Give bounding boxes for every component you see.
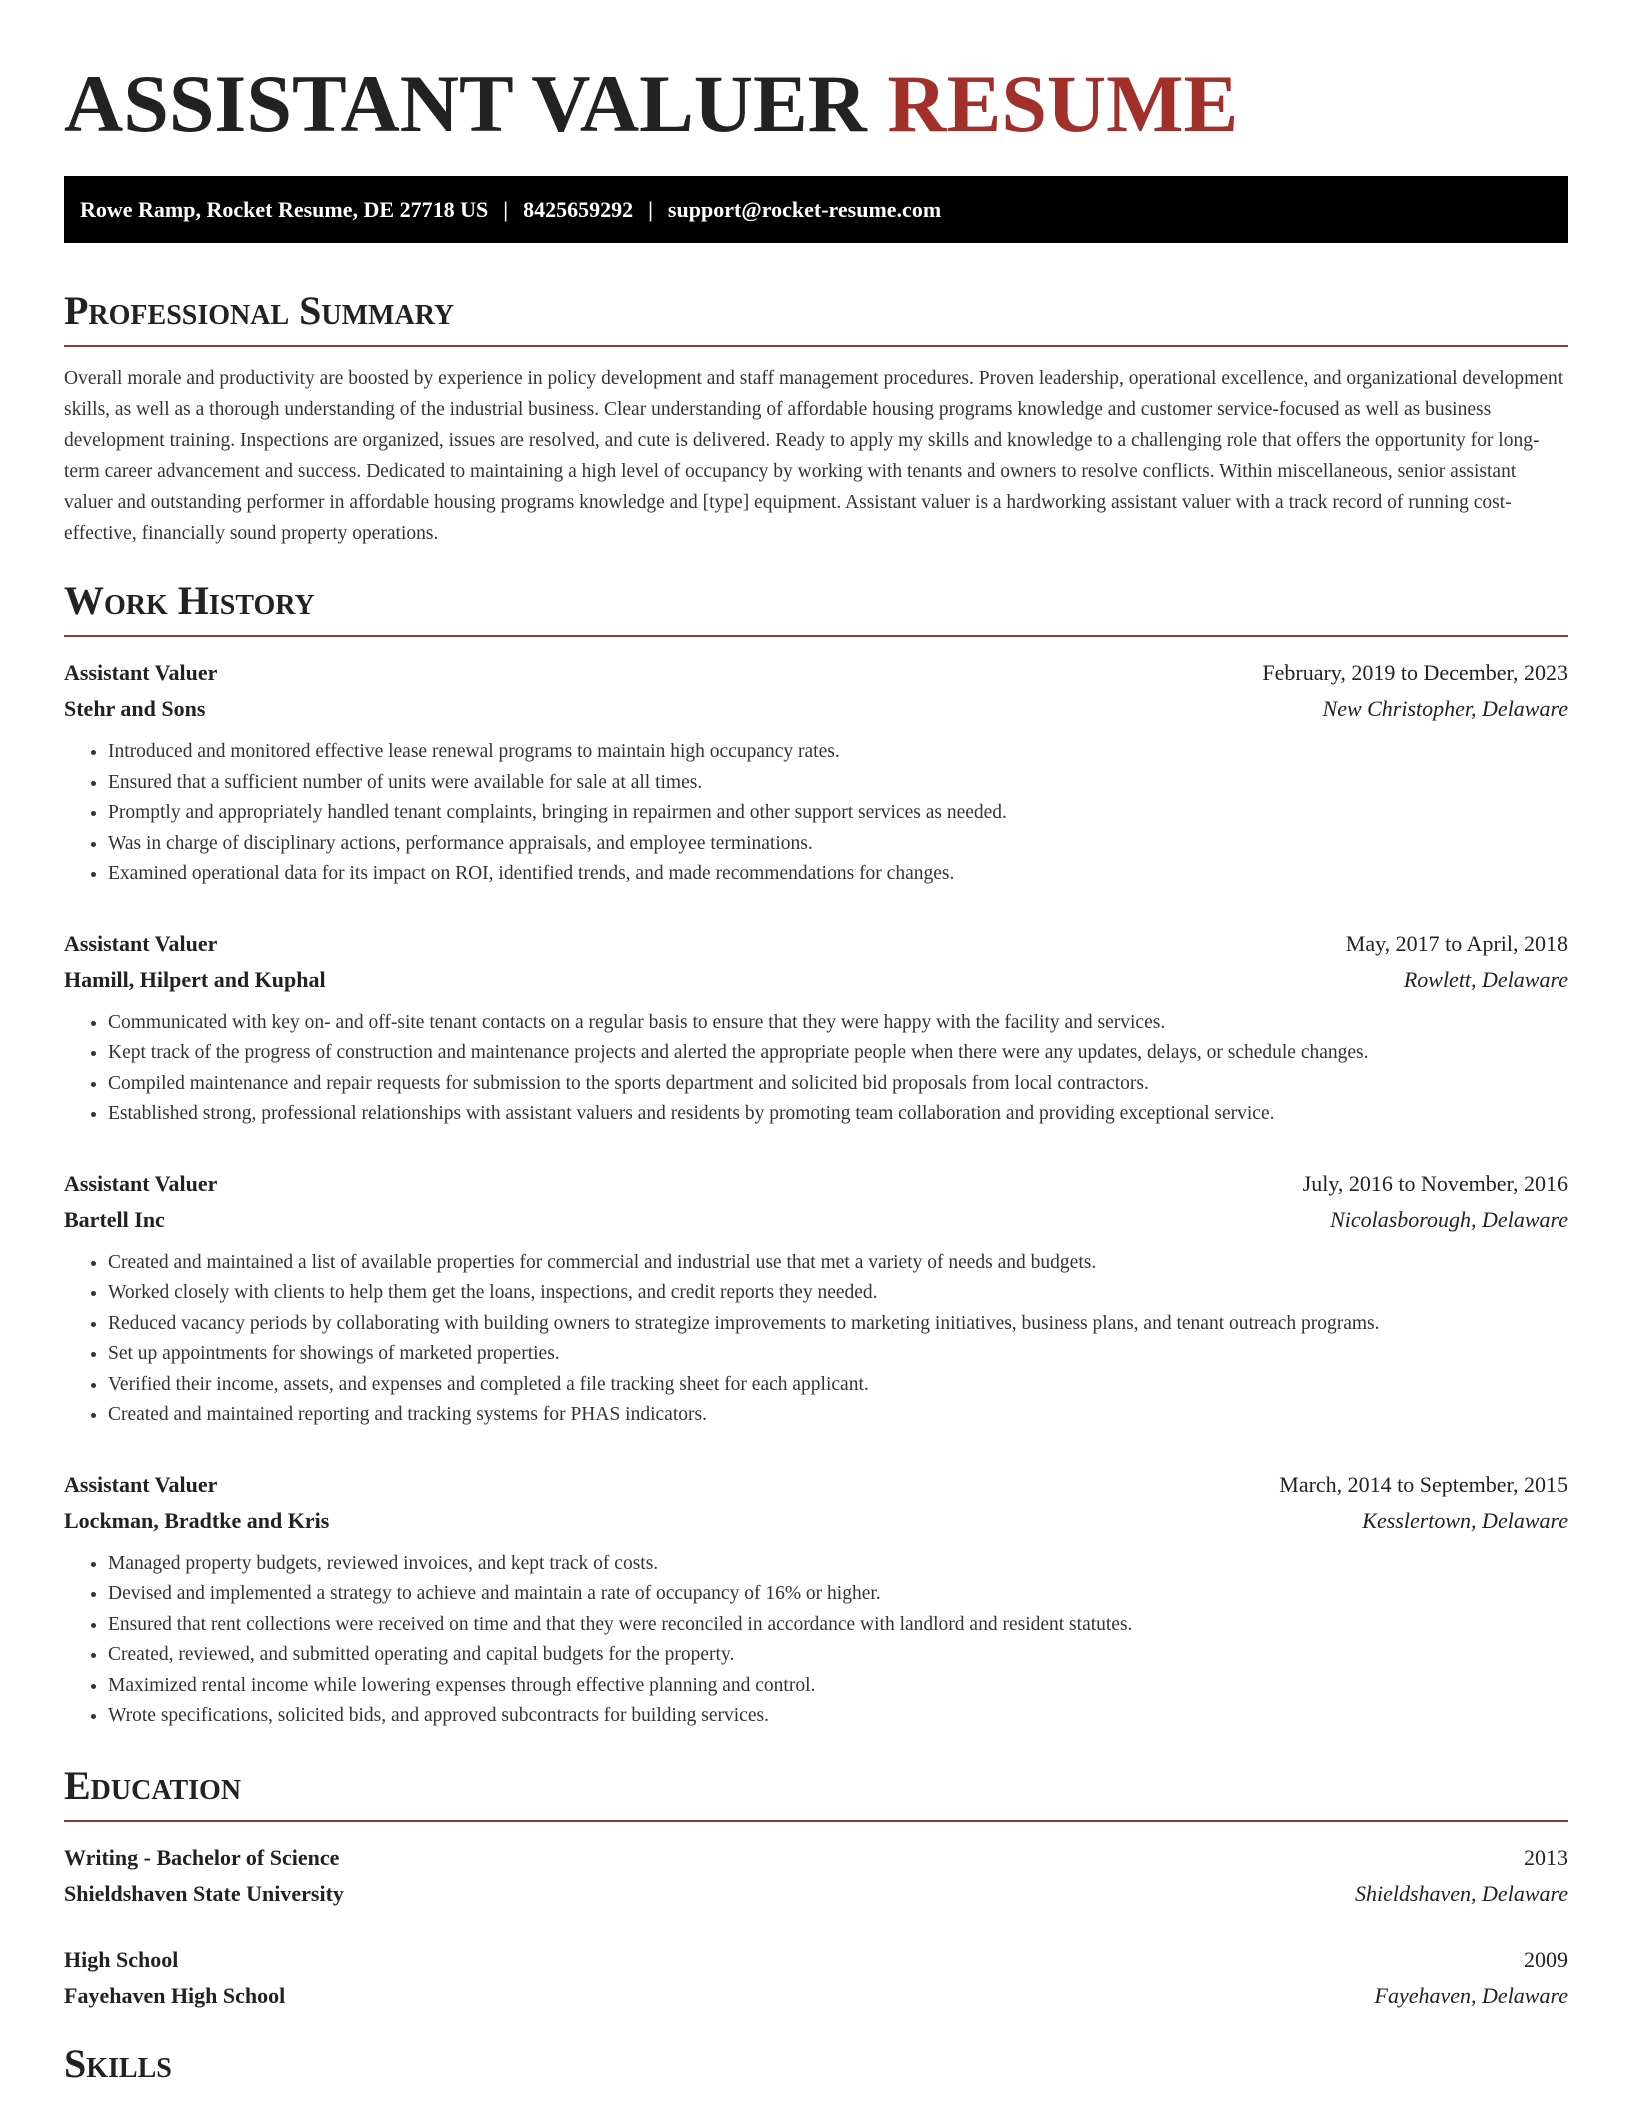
job-company-row bbox=[64, 962, 1568, 998]
professional-summary-heading: Professional Summary bbox=[64, 287, 1568, 347]
resume-title-main: ASSISTANT VALUER bbox=[64, 58, 867, 149]
job-dates: July, 2016 to November, 2016 bbox=[1302, 1170, 1568, 1196]
work-history-list bbox=[64, 655, 1568, 1732]
job-bullet: • Introduced and monitored effective lease renewal programs to maintain high occupancy rates. bbox=[108, 737, 1568, 768]
education-location: Shieldshaven, Delaware bbox=[1354, 1880, 1568, 1906]
job-bullets bbox=[64, 1008, 1568, 1130]
job-company: Hamill, Hilpert and Kuphal bbox=[64, 966, 326, 992]
job-company: Lockman, Bradtke and Kris bbox=[64, 1507, 330, 1533]
job-bullet: • Ensured that rent collections were received on time and that they were reconciled in accordance with landlord and resident statutes. bbox=[108, 1610, 1568, 1641]
job-bullet: • Compiled maintenance and repair requests for submission to the sports department and solicited bid proposals from local contractors. bbox=[108, 1069, 1568, 1100]
contact-separator: | bbox=[648, 196, 653, 222]
contact-bar bbox=[64, 176, 1568, 243]
job-bullets bbox=[64, 1248, 1568, 1431]
job-bullet: • Wrote specifications, solicited bids, and approved subcontracts for building services. bbox=[108, 1701, 1568, 1732]
skills-heading: Skills bbox=[64, 2040, 172, 2086]
job-location: Rowlett, Delaware bbox=[1403, 966, 1568, 992]
job-location: Nicolasborough, Delaware bbox=[1330, 1206, 1568, 1232]
job-dates: March, 2014 to September, 2015 bbox=[1279, 1471, 1568, 1497]
job-bullet: • Devised and implemented a strategy to achieve and maintain a rate of occupancy of 16% or higher. bbox=[108, 1579, 1568, 1610]
resume-title bbox=[64, 0, 1568, 152]
job-entry bbox=[64, 655, 1568, 890]
education-entry bbox=[64, 1840, 1568, 1912]
job-header-row bbox=[64, 655, 1568, 691]
job-header-row bbox=[64, 1166, 1568, 1202]
job-role: Assistant Valuer bbox=[64, 1471, 218, 1497]
education-year: 2009 bbox=[1524, 1946, 1568, 1972]
job-dates: May, 2017 to April, 2018 bbox=[1345, 930, 1568, 956]
job-bullet: • Ensured that a sufficient number of units were available for sale at all times. bbox=[108, 768, 1568, 799]
contact-separator: | bbox=[503, 196, 509, 222]
job-bullet: • Set up appointments for showings of marketed properties. bbox=[108, 1339, 1568, 1370]
education-heading: Education bbox=[64, 1762, 1568, 1822]
job-company-row bbox=[64, 1503, 1568, 1539]
job-bullet: • Created and maintained a list of available properties for commercial and industrial use that met a variety of needs and budgets. bbox=[108, 1248, 1568, 1279]
job-company-row bbox=[64, 1202, 1568, 1238]
job-entry bbox=[64, 926, 1568, 1130]
job-role: Assistant Valuer bbox=[64, 660, 218, 685]
education-entry bbox=[64, 1942, 1568, 2014]
education-degree-row bbox=[64, 1840, 1568, 1876]
job-bullets bbox=[64, 737, 1568, 890]
resume-page bbox=[64, 0, 1568, 2098]
job-bullet: • Examined operational data for its impact on ROI, identified trends, and made recommendations for changes. bbox=[108, 859, 1568, 890]
job-bullet: • Established strong, professional relationships with assistant valuers and residents by promoting team collaboration and providing exceptional service. bbox=[108, 1099, 1568, 1130]
job-dates: February, 2019 to December, 2023 bbox=[1262, 660, 1568, 685]
job-bullet: • Kept track of the progress of construction and maintenance projects and alerted the appropriate people when there were any updates, delays, or schedule changes. bbox=[108, 1038, 1568, 1069]
job-bullet: • Worked closely with clients to help them get the loans, inspections, and credit reports they needed. bbox=[108, 1278, 1568, 1309]
education-degree: Writing - Bachelor of Science bbox=[64, 1844, 340, 1870]
education-degree: High School bbox=[64, 1946, 179, 1972]
job-entry bbox=[64, 1467, 1568, 1732]
work-history-heading: Work History bbox=[64, 577, 1568, 637]
education-location: Fayehaven, Delaware bbox=[1374, 1982, 1568, 2008]
job-bullets bbox=[64, 1549, 1568, 1732]
resume-title-accent: RESUME bbox=[887, 58, 1239, 149]
job-header-row bbox=[64, 1467, 1568, 1503]
job-bullet: • Maximized rental income while lowering expenses through effective planning and control. bbox=[108, 1671, 1568, 1702]
job-company-row bbox=[64, 691, 1568, 727]
job-bullet: • Created, reviewed, and submitted operating and capital budgets for the property. bbox=[108, 1640, 1568, 1671]
job-location: Kesslertown, Delaware bbox=[1362, 1507, 1568, 1533]
job-bullet: • Managed property budgets, reviewed invoices, and kept track of costs. bbox=[108, 1549, 1568, 1580]
contact-address: Rowe Ramp, Rocket Resume, DE 27718 US bbox=[80, 196, 489, 222]
job-company: Bartell Inc bbox=[64, 1206, 165, 1232]
job-company: Stehr and Sons bbox=[64, 696, 206, 721]
education-school: Shieldshaven State University bbox=[64, 1880, 344, 1906]
education-school: Fayehaven High School bbox=[64, 1982, 286, 2008]
job-bullet: • Was in charge of disciplinary actions, performance appraisals, and employee terminations. bbox=[108, 829, 1568, 860]
job-bullet: • Communicated with key on- and off-site tenant contacts on a regular basis to ensure that they were happy with the facility and services. bbox=[108, 1008, 1568, 1039]
job-bullet: • Created and maintained reporting and tracking systems for PHAS indicators. bbox=[108, 1400, 1568, 1431]
job-role: Assistant Valuer bbox=[64, 930, 218, 956]
contact-email: support@rocket-resume.com bbox=[667, 196, 942, 222]
job-header-row bbox=[64, 926, 1568, 962]
job-bullet: • Promptly and appropriately handled tenant complaints, bringing in repairmen and other support services as needed. bbox=[108, 798, 1568, 829]
education-school-row bbox=[64, 1978, 1568, 2014]
job-entry bbox=[64, 1166, 1568, 1431]
education-school-row bbox=[64, 1876, 1568, 1912]
job-bullet: • Verified their income, assets, and expenses and completed a file tracking sheet for each applicant. bbox=[108, 1370, 1568, 1401]
job-role: Assistant Valuer bbox=[64, 1170, 218, 1196]
contact-phone: 8425659292 bbox=[523, 196, 634, 222]
education-year: 2013 bbox=[1524, 1844, 1568, 1870]
job-bullet: • Reduced vacancy periods by collaborating with building owners to strategize improvements to marketing initiatives, business plans, and tenant outreach programs. bbox=[108, 1309, 1568, 1340]
education-degree-row bbox=[64, 1942, 1568, 1978]
professional-summary-text: Overall morale and productivity are boosted by experience in policy development and staff management procedures. Proven leadership, operational excellence, and organizational development skills, as well as a thorough understanding of the industrial business. Clear understanding of affordable housing programs knowledge and customer service-focused as well as business development training. Inspections are organized, issues are resolved, and cute is delivered. Ready to apply my skills and knowledge to a challenging role that offers the opportunity for long-term career advancement and success. Dedicated to maintaining a high level of occupancy by working with tenants and owners to resolve conflicts. Within miscellaneous, senior assistant valuer and outstanding performer in affordable housing programs knowledge and [type] equipment. Assistant valuer is a hardworking assistant valuer with a track record of running cost-effective, financially sound property operations. bbox=[64, 368, 1564, 544]
job-location: New Christopher, Delaware bbox=[1322, 696, 1568, 721]
